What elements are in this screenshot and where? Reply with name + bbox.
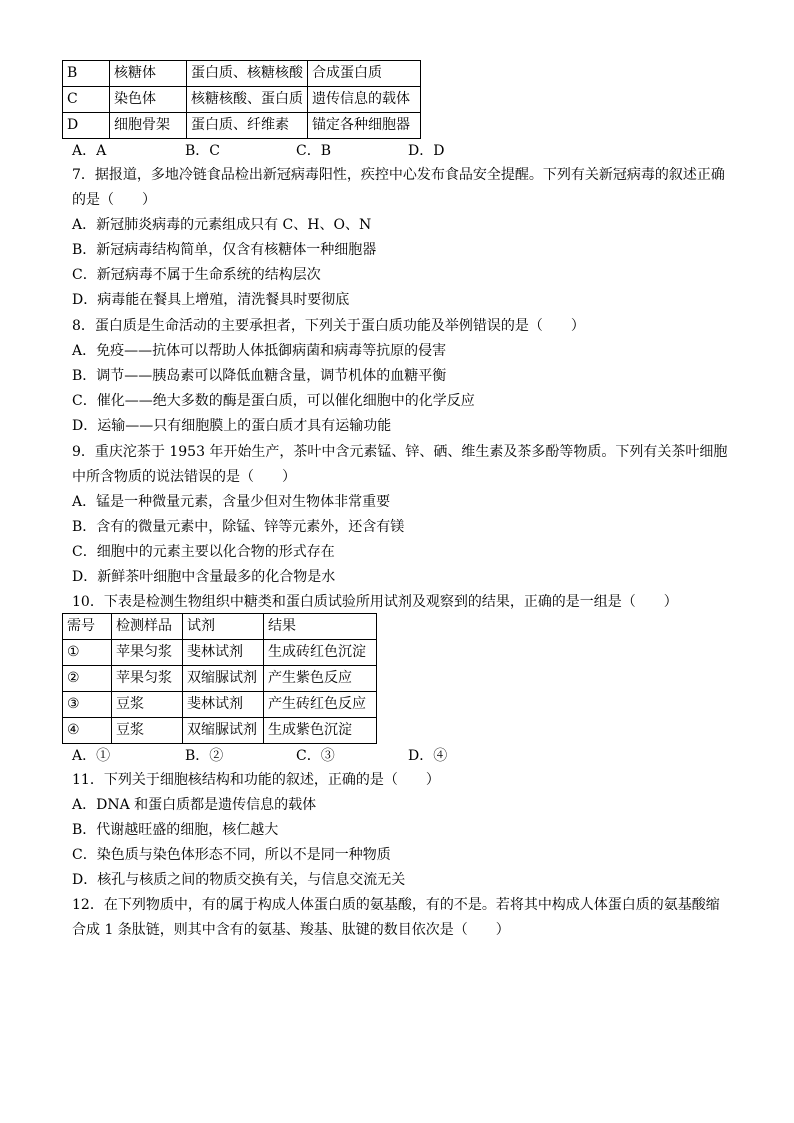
- table-cell: 染色体: [110, 87, 187, 113]
- q12-stem-line2: 合成 1 条肽链，则其中含有的氨基、羧基、肽键的数目依次是（ ）: [72, 922, 510, 938]
- table-cell: 苹果匀浆: [112, 640, 183, 666]
- q11-option-d: D．核孔与核质之间的物质交换有关，与信息交流无关: [72, 872, 406, 888]
- q7-stem-line1: 7．据报道，多地冷链食品检出新冠病毒阳性，疾控中心发布食品安全提醒。下列有关新冠病毒的叙述正确: [72, 167, 725, 183]
- table-cell: 细胞骨架: [110, 113, 187, 139]
- table-row: [63, 113, 421, 139]
- header-cell: 结果: [264, 614, 377, 640]
- table-cell: 合成蛋白质: [308, 61, 421, 87]
- q6-option-d: D．D: [408, 143, 445, 159]
- table-row: [63, 61, 421, 87]
- header-cell: 检测样品: [112, 614, 183, 640]
- q10-option-d: D．④: [408, 748, 448, 764]
- table-cell: 豆浆: [112, 692, 183, 718]
- q10-option-b: B．②: [185, 748, 224, 764]
- q7-option-b: B．新冠病毒结构简单，仅含有核糖体一种细胞器: [72, 242, 377, 258]
- q11-option-a: A．DNA 和蛋白质都是遗传信息的载体: [72, 797, 317, 813]
- table-cell: C: [63, 87, 110, 113]
- table-cell: 核糖核酸、蛋白质: [187, 87, 308, 113]
- q10-option-c: C．③: [296, 748, 335, 764]
- table-cell: ②: [63, 666, 112, 692]
- q8-option-a: A．免疫——抗体可以帮助人体抵御病菌和病毒等抗原的侵害: [72, 343, 447, 359]
- table-cell: D: [63, 113, 110, 139]
- table-cell: 产生紫色反应: [264, 666, 377, 692]
- table-cell: 生成紫色沉淀: [264, 718, 377, 744]
- q12-stem-line1: 12．在下列物质中，有的属于构成人体蛋白质的氨基酸，有的不是。若将其中构成人体蛋白质的氨基酸缩: [72, 897, 720, 913]
- q7-option-a: A．新冠肺炎病毒的元素组成只有 C、H、O、N: [72, 217, 372, 233]
- table-cell: 遗传信息的载体: [308, 87, 421, 113]
- table-row: [63, 692, 377, 718]
- q8-option-d: D．运输——只有细胞膜上的蛋白质才具有运输功能: [72, 418, 392, 434]
- q9-option-d: D．新鲜茶叶细胞中含量最多的化合物是水: [72, 569, 336, 585]
- q6-option-c: C．B: [296, 143, 331, 159]
- q7-stem-line2: 的是（ ）: [72, 192, 156, 208]
- q11-stem: 11．下列关于细胞核结构和功能的叙述，正确的是（ ）: [72, 772, 440, 788]
- table-row: [63, 718, 377, 744]
- reagent-test-table: [62, 613, 377, 744]
- table-cell: 斐林试剂: [183, 640, 264, 666]
- q6-options: [72, 141, 552, 161]
- header-cell: 试剂: [183, 614, 264, 640]
- q8-option-b: B．调节——胰岛素可以降低血糖含量，调节机体的血糖平衡: [72, 368, 447, 384]
- table-cell: 生成砖红色沉淀: [264, 640, 377, 666]
- table-cell: 产生砖红色反应: [264, 692, 377, 718]
- table-cell: B: [63, 61, 110, 87]
- q9-option-b: B．含有的微量元素中，除锰、锌等元素外，还含有镁: [72, 519, 405, 535]
- q8-option-c: C．催化——绝大多数的酶是蛋白质，可以催化细胞中的化学反应: [72, 393, 475, 409]
- table-cell: ①: [63, 640, 112, 666]
- q10-options: [72, 746, 552, 766]
- q9-option-a: A．锰是一种微量元素，含量少但对生物体非常重要: [72, 494, 391, 510]
- q11-option-b: B．代谢越旺盛的细胞，核仁越大: [72, 822, 279, 838]
- header-cell: 需号: [63, 614, 112, 640]
- q7-option-c: C．新冠病毒不属于生命系统的结构层次: [72, 267, 321, 283]
- table-cell: ③: [63, 692, 112, 718]
- q9-stem-line1: 9．重庆沱茶于 1953 年开始生产，茶叶中含元素锰、锌、硒、维生素及茶多酚等物质。下列有关茶叶细胞: [72, 444, 728, 460]
- table-cell: 蛋白质、纤维素: [187, 113, 308, 139]
- table-cell: 双缩脲试剂: [183, 718, 264, 744]
- table-row: [63, 87, 421, 113]
- q7-option-d: D．病毒能在餐具上增殖，清洗餐具时要彻底: [72, 292, 350, 308]
- table-header-row: [63, 614, 377, 640]
- table-row: [63, 666, 377, 692]
- q6-option-b: B．C: [185, 143, 220, 159]
- q6-option-a: A．A: [72, 143, 107, 159]
- table-cell: 斐林试剂: [183, 692, 264, 718]
- table-cell: 锚定各种细胞器: [308, 113, 421, 139]
- table-cell: 豆浆: [112, 718, 183, 744]
- organelle-table: [62, 60, 421, 139]
- q9-option-c: C．细胞中的元素主要以化合物的形式存在: [72, 544, 335, 560]
- table-cell: 蛋白质、核糖核酸: [187, 61, 308, 87]
- table-cell: 苹果匀浆: [112, 666, 183, 692]
- table-cell: ④: [63, 718, 112, 744]
- table-row: [63, 640, 377, 666]
- q10-option-a: A．①: [72, 748, 111, 764]
- q8-stem: 8．蛋白质是生命活动的主要承担者，下列关于蛋白质功能及举例错误的是（ ）: [72, 318, 585, 334]
- table-cell: 双缩脲试剂: [183, 666, 264, 692]
- q11-option-c: C．染色质与染色体形态不同，所以不是同一种物质: [72, 847, 391, 863]
- q9-stem-line2: 中所含物质的说法错误的是（ ）: [72, 469, 296, 485]
- q10-stem: 10．下表是检测生物组织中糖类和蛋白质试验所用试剂及观察到的结果，正确的是一组是（ ）: [72, 594, 678, 610]
- table-cell: 核糖体: [110, 61, 187, 87]
